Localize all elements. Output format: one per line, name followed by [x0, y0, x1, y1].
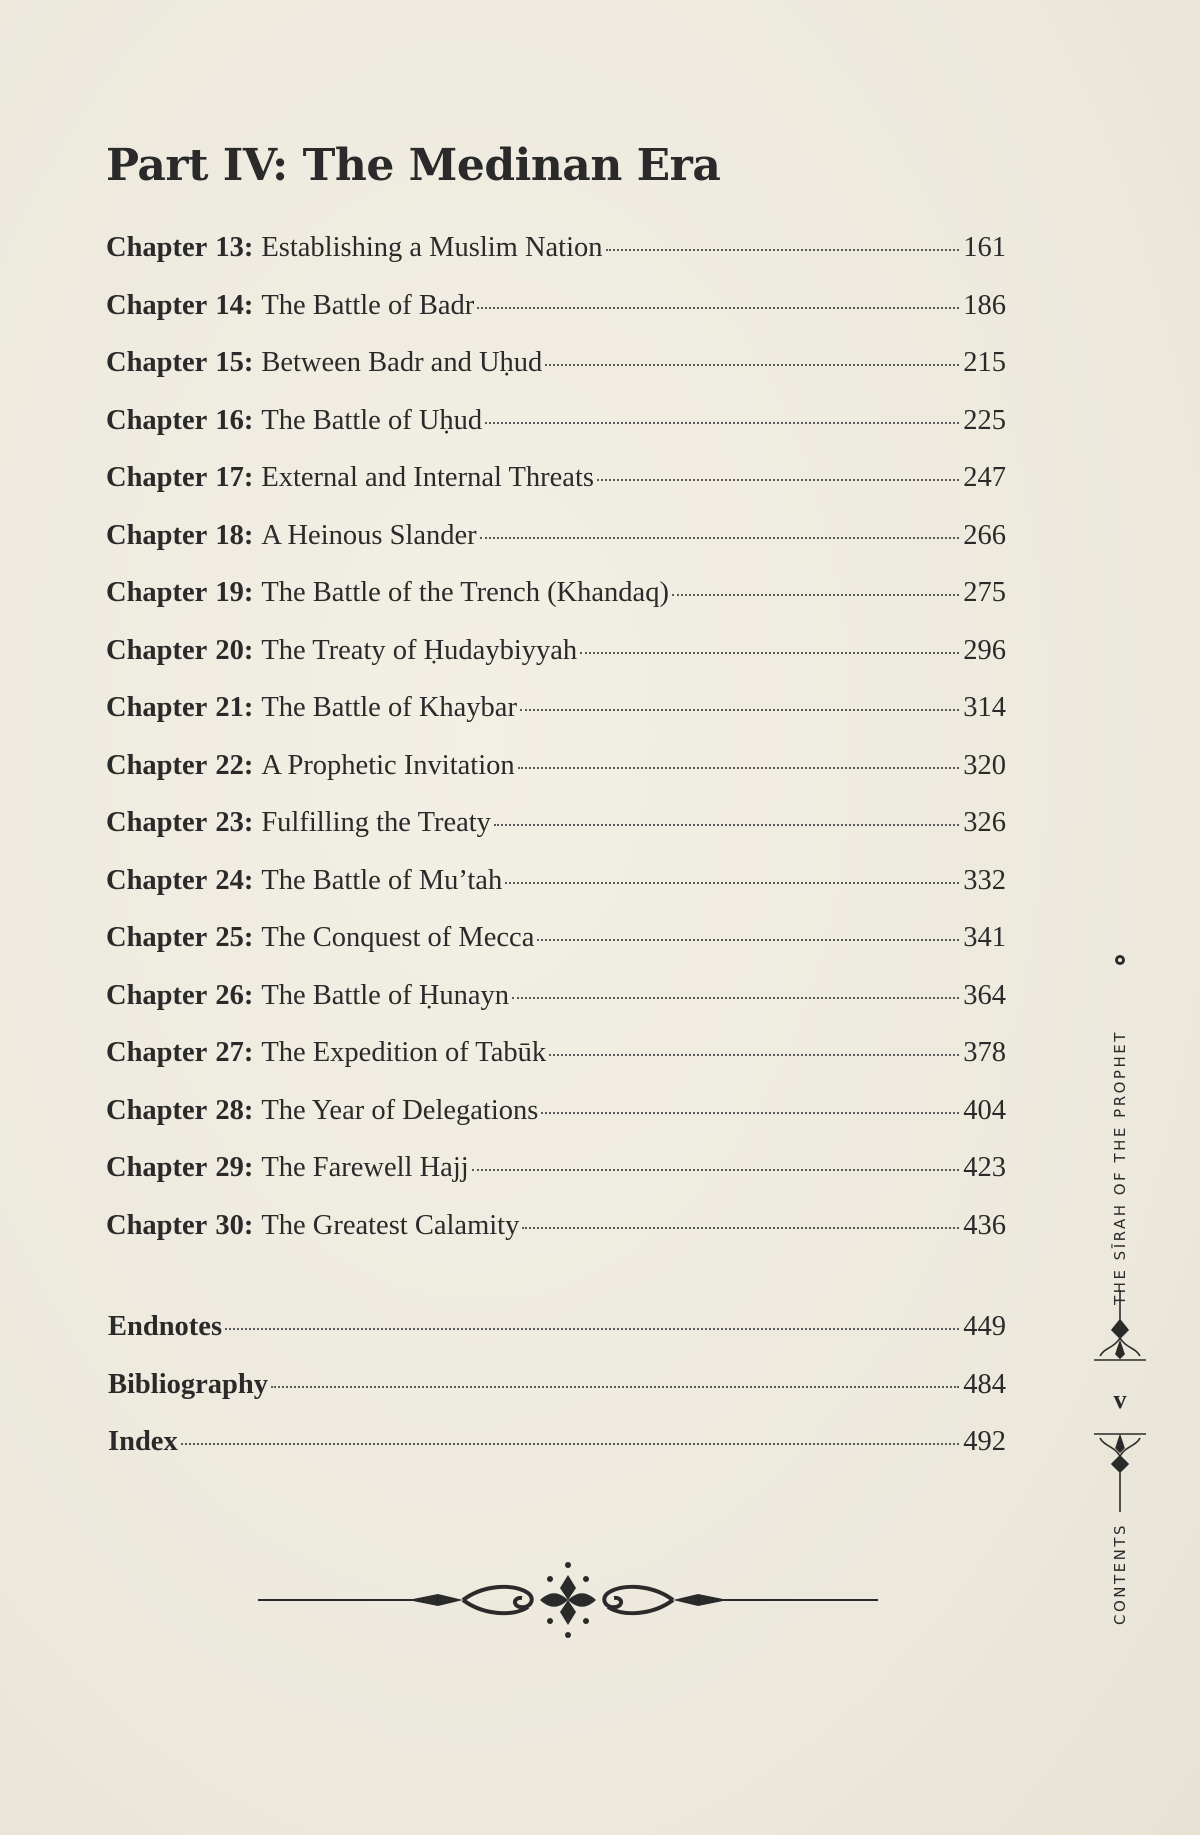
chapter-number: 21:: [215, 692, 254, 723]
fleuron-icon: [1112, 952, 1128, 968]
chapter-number: 18:: [215, 519, 254, 551]
toc-entry: [106, 980, 1006, 1038]
chapter-number: 17:: [215, 462, 254, 493]
toc-entry: [106, 635, 1006, 693]
chapter-label: Chapter: [106, 749, 208, 781]
running-book-title: THE SĪRAH OF THE PROPHET: [1111, 1030, 1129, 1305]
dot-leader: [672, 594, 959, 596]
chapter-number: 30:: [215, 1209, 254, 1241]
dot-leader: [537, 939, 959, 941]
dot-leader: [520, 709, 959, 711]
toc-entry: [106, 290, 1006, 348]
toc-entry: [106, 692, 1006, 750]
chapter-label: Chapter: [106, 462, 208, 493]
dot-leader: [549, 1054, 959, 1056]
dot-leader: [606, 249, 960, 251]
chapter-number: 29:: [215, 1152, 254, 1183]
page-number: 186: [963, 289, 1006, 321]
chapter-number: 22:: [215, 749, 254, 781]
chapter-number: 19:: [215, 577, 254, 608]
chapter-number: 25:: [215, 922, 254, 953]
chapter-label: Chapter: [106, 1209, 208, 1241]
page-number: 341: [963, 922, 1006, 953]
dot-leader: [480, 537, 960, 539]
chapter-title: The Battle of the Trench (Khandaq): [261, 577, 669, 608]
page-number: 436: [963, 1209, 1006, 1241]
chapter-number: 13:: [215, 232, 254, 263]
chapter-title: A Heinous Slander: [261, 519, 477, 551]
toc-entry: [106, 922, 1006, 980]
toc-entry: [106, 1037, 1006, 1095]
toc-entry: [106, 347, 1006, 405]
page-number: 423: [963, 1152, 1006, 1183]
chapter-title: The Battle of Khaybar: [261, 692, 517, 723]
chapter-label: Chapter: [106, 634, 208, 666]
toc-entry: [106, 520, 1006, 578]
running-section-label: CONTENTS: [1111, 1522, 1129, 1625]
back-matter-title: Index: [108, 1426, 178, 1457]
toc-entry: [108, 1311, 1006, 1369]
chapter-title: Fulfilling the Treaty: [261, 807, 491, 838]
chapter-label: Chapter: [106, 1094, 208, 1126]
chapter-title: The Expedition of Tabūk: [261, 1037, 547, 1068]
chapter-title: The Battle of Badr: [261, 289, 475, 321]
dot-leader: [522, 1227, 959, 1229]
chapter-label: Chapter: [106, 922, 208, 953]
chapter-label: Chapter: [106, 1037, 208, 1068]
dot-leader: [181, 1443, 960, 1445]
dot-leader: [477, 307, 959, 309]
chapter-number: 16:: [215, 404, 254, 436]
chapter-number: 23:: [215, 807, 254, 838]
chapter-number: 15:: [215, 347, 254, 378]
page-number: 332: [963, 864, 1006, 896]
page-number: 275: [963, 577, 1006, 608]
page-number: 326: [963, 807, 1006, 838]
chapter-label: Chapter: [106, 519, 208, 551]
chapter-label: Chapter: [106, 692, 208, 723]
toc-entry: [108, 1426, 1006, 1484]
toc-entry: [106, 232, 1006, 290]
page-number: 404: [963, 1094, 1006, 1126]
page-number: 314: [963, 692, 1006, 723]
toc-entry: [106, 1152, 1006, 1210]
page-number: 296: [963, 634, 1006, 666]
chapter-title: The Greatest Calamity: [261, 1209, 520, 1241]
dot-leader: [472, 1169, 960, 1171]
page-number: 266: [963, 519, 1006, 551]
chapter-title: The Treaty of Ḥudaybiyyah: [261, 634, 578, 666]
page-number: 484: [963, 1368, 1006, 1400]
chapter-title: The Conquest of Mecca: [261, 922, 535, 953]
toc-entry: [106, 807, 1006, 865]
page-number: 161: [963, 232, 1006, 263]
ornamental-divider-icon: [258, 1555, 878, 1645]
dot-leader: [494, 824, 959, 826]
chapter-label: Chapter: [106, 979, 208, 1011]
dot-leader: [580, 652, 959, 654]
chapter-number: 14:: [215, 289, 254, 321]
chapter-label: Chapter: [106, 1152, 208, 1183]
page-number: 364: [963, 979, 1006, 1011]
chapter-label: Chapter: [106, 577, 208, 608]
chapter-number: 28:: [215, 1094, 254, 1126]
chapter-title: The Battle of Ḥunayn: [261, 979, 510, 1011]
chapter-title: The Battle of Mu’tah: [261, 864, 503, 896]
chapter-label: Chapter: [106, 232, 208, 263]
toc-entry: [106, 405, 1006, 463]
page-number: 247: [963, 462, 1006, 493]
back-matter-title: Endnotes: [108, 1311, 223, 1342]
chapter-number: 20:: [215, 634, 254, 666]
dot-leader: [485, 422, 959, 424]
dot-leader: [597, 479, 959, 481]
page-number: 492: [963, 1426, 1006, 1457]
chapter-list: [106, 232, 1006, 1267]
chapter-title: External and Internal Threats: [261, 462, 594, 493]
dot-leader: [541, 1112, 959, 1114]
toc-entry: [106, 865, 1006, 923]
back-matter-list: [108, 1311, 1006, 1484]
page-number: 449: [963, 1311, 1006, 1342]
chapter-title: The Farewell Hajj: [261, 1152, 469, 1183]
page-number: 320: [963, 749, 1006, 781]
dot-leader: [225, 1328, 959, 1330]
chapter-label: Chapter: [106, 404, 208, 436]
chapter-title: The Year of Delegations: [261, 1094, 539, 1126]
toc-entry: [106, 462, 1006, 520]
chapter-number: 26:: [215, 979, 254, 1011]
chapter-label: Chapter: [106, 347, 208, 378]
page-number: 215: [963, 347, 1006, 378]
chapter-label: Chapter: [106, 807, 208, 838]
toc-entry: [106, 750, 1006, 808]
chapter-label: Chapter: [106, 289, 208, 321]
part-title: Part IV: The Medinan Era: [106, 140, 721, 191]
dot-leader: [545, 364, 959, 366]
toc-entry: [108, 1369, 1006, 1427]
page-number: 225: [963, 404, 1006, 436]
chapter-title: A Prophetic Invitation: [261, 749, 515, 781]
chapter-title: Establishing a Muslim Nation: [261, 232, 603, 263]
dot-leader: [505, 882, 959, 884]
back-matter-title: Bibliography: [108, 1368, 268, 1400]
page-number: 378: [963, 1037, 1006, 1068]
toc-entry: [106, 1210, 1006, 1268]
chapter-title: The Battle of Uḥud: [261, 404, 483, 436]
chapter-number: 24:: [215, 864, 254, 896]
toc-entry: [106, 1095, 1006, 1153]
chapter-label: Chapter: [106, 864, 208, 896]
dot-leader: [271, 1386, 959, 1388]
toc-entry: [106, 577, 1006, 635]
chapter-title: Between Badr and Uḥud: [261, 347, 543, 378]
dot-leader: [518, 767, 960, 769]
finial-up-icon: [1090, 1290, 1150, 1362]
page-folio: v: [1113, 1385, 1127, 1414]
finial-down-icon: [1090, 1432, 1150, 1512]
chapter-number: 27:: [215, 1037, 254, 1068]
dot-leader: [512, 997, 959, 999]
